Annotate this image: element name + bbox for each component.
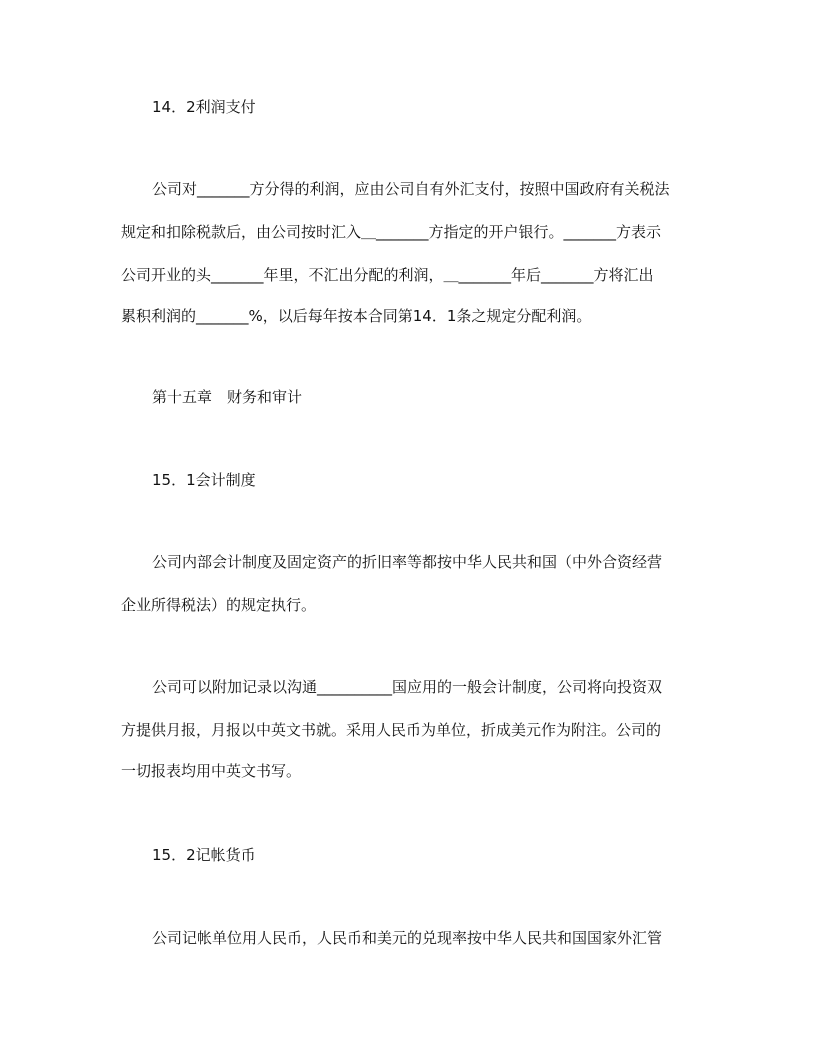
paragraph-line: 一切报表均用中英文书写。 — [121, 762, 302, 780]
paragraph-line: 公司对_______方分得的利润，应由公司自有外汇支付，按照中国政府有关税法 — [152, 180, 670, 198]
paragraph-line: 方提供月报，月报以中英文书就。采用人民币为单位，折成美元作为附注。公司的 — [121, 721, 662, 739]
chapter-heading: 第十五章 财务和审计 — [152, 388, 303, 406]
paragraph-line: 累积利润的_______%，以后每年按本合同第14．1条之规定分配利润。 — [121, 307, 592, 325]
section-heading: 15．2记帐货币 — [152, 846, 256, 864]
paragraph-line: 规定和扣除税款后，由公司按时汇入＿_______方指定的开户银行。_______方表示 — [121, 223, 662, 241]
paragraph-line: 公司记帐单位用人民币，人民币和美元的兑现率按中华人民共和国国家外汇管 — [152, 929, 663, 947]
paragraph-line: 公司可以附加记录以沟通__________国应用的一般会计制度，公司将向投资双 — [152, 678, 663, 696]
section-heading: 15．1会计制度 — [152, 471, 256, 489]
section-heading: 14．2利润支付 — [152, 98, 256, 116]
paragraph-line: 公司内部会计制度及固定资产的折旧率等都按中华人民共和国（中外合资经营 — [152, 553, 663, 571]
paragraph-line: 企业所得税法）的规定执行。 — [121, 596, 317, 614]
paragraph-line: 公司开业的头_______年里，不汇出分配的利润，＿_______年后_______方将汇出 — [121, 266, 654, 284]
